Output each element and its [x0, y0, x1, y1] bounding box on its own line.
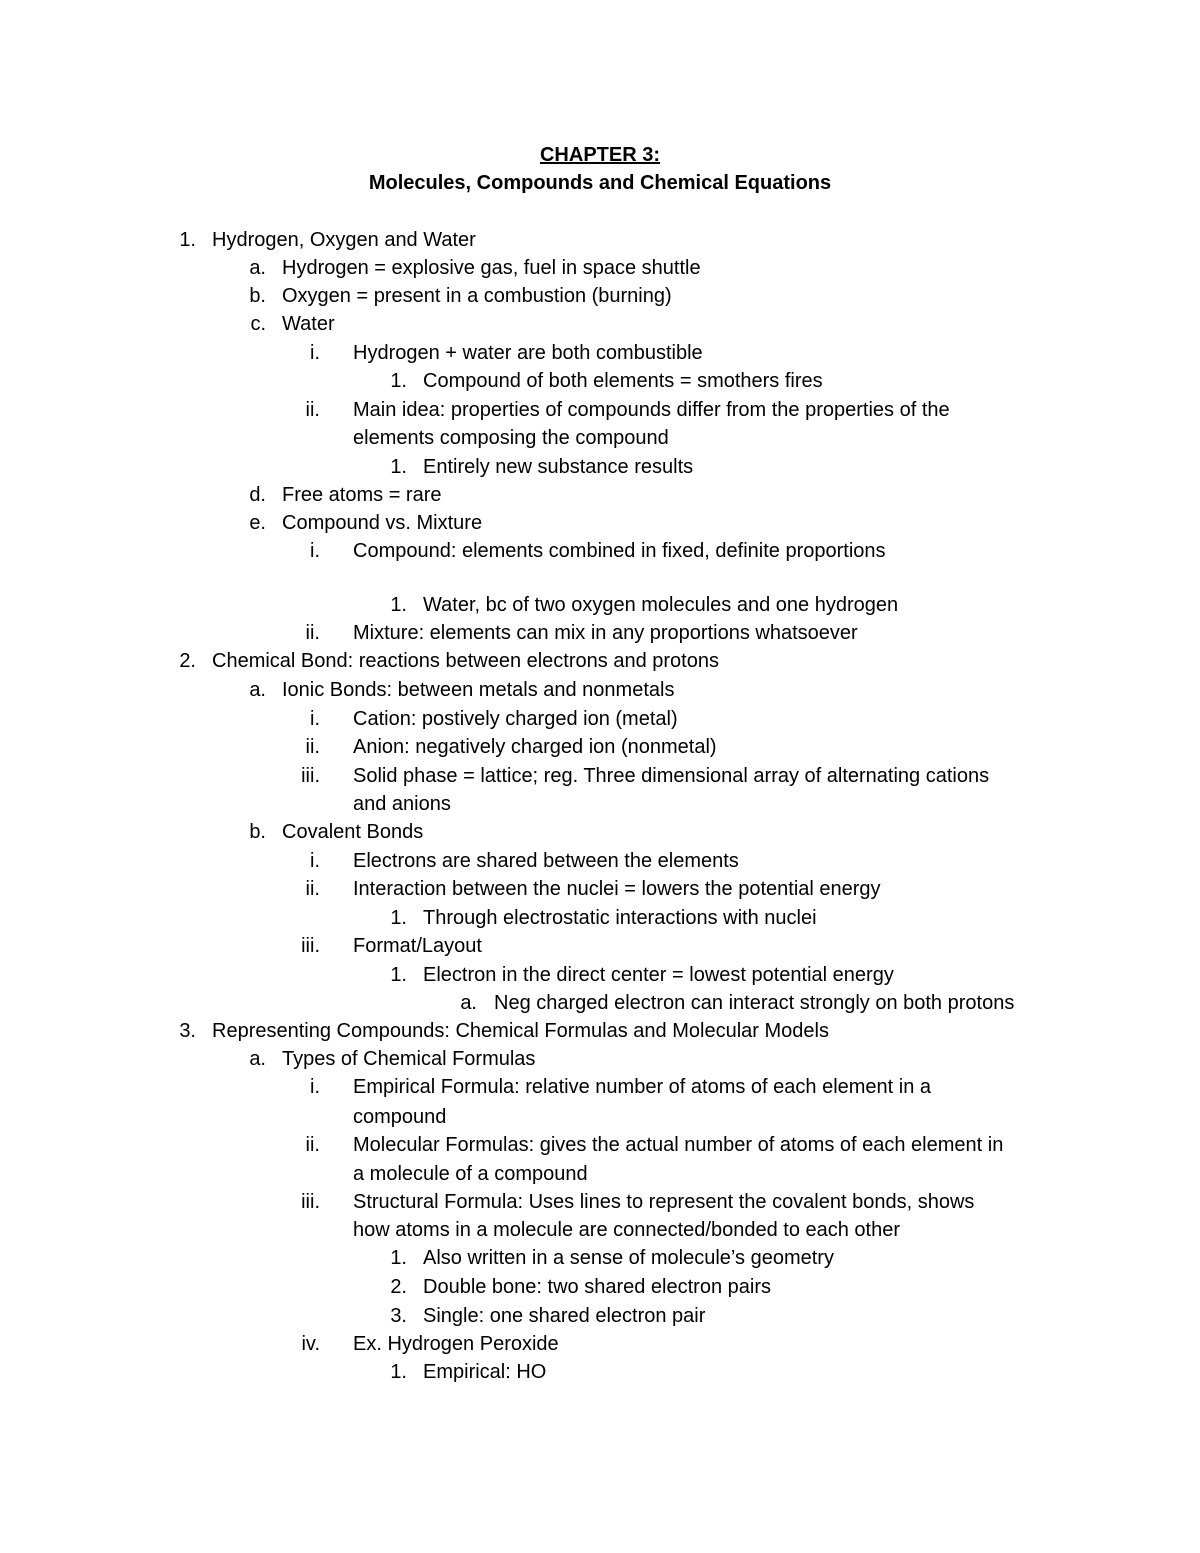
- chapter-heading: CHAPTER 3:: [539, 144, 660, 166]
- outline-item-text: Cation: postively charged ion (metal): [353, 708, 678, 730]
- outline-item-text: how atoms in a molecule are connected/bonded to each other: [353, 1219, 901, 1241]
- outline-item-label: ii.: [305, 736, 320, 758]
- outline-item-label: ii.: [305, 878, 320, 900]
- outline-item-label: 1.: [390, 456, 407, 478]
- outline-item-label: 1.: [390, 594, 407, 616]
- outline-item-text: Format/Layout: [353, 935, 482, 957]
- outline-item-label: iv.: [301, 1333, 320, 1355]
- outline-item-label: ii.: [305, 399, 320, 421]
- outline-item-label: iii.: [301, 765, 320, 787]
- outline-item-label: a.: [249, 679, 266, 701]
- outline-item-text: Electrons are shared between the elements: [353, 850, 739, 872]
- outline-item-text: Solid phase = lattice; reg. Three dimensional array of alternating cations: [353, 765, 990, 787]
- outline-item-label: i.: [310, 342, 320, 364]
- outline-item-text: Ionic Bonds: between metals and nonmetals: [282, 679, 675, 701]
- outline-item-label: b.: [249, 285, 266, 307]
- outline-item-text: Structural Formula: Uses lines to represent the covalent bonds, shows: [353, 1191, 975, 1213]
- outline-item-label: 1.: [390, 964, 407, 986]
- outline-item-label: 2.: [179, 650, 196, 672]
- outline-item-text: Compound of both elements = smothers fires: [423, 370, 823, 392]
- outline-item-text: Through electrostatic interactions with nuclei: [423, 907, 817, 929]
- outline-item-text: Covalent Bonds: [282, 821, 424, 843]
- outline-item-label: 1.: [390, 370, 407, 392]
- outline-item-label: 1.: [390, 907, 407, 929]
- outline-item-label: iii.: [301, 935, 320, 957]
- outline-item-text: Main idea: properties of compounds differ from the properties of the: [353, 399, 950, 421]
- outline-item-text: Empirical: HO: [423, 1361, 547, 1383]
- outline-item-label: i.: [310, 708, 320, 730]
- outline-item-text: Compound vs. Mixture: [282, 512, 483, 534]
- outline-item-text: Compound: elements combined in fixed, definite proportions: [353, 540, 886, 562]
- outline-item-text: compound: [353, 1106, 447, 1128]
- outline-item-text: Anion: negatively charged ion (nonmetal): [353, 736, 717, 758]
- outline-item-text: Chemical Bond: reactions between electrons and protons: [212, 650, 719, 672]
- outline-item-text: Molecular Formulas: gives the actual number of atoms of each element in: [353, 1134, 1004, 1156]
- outline-item-text: Types of Chemical Formulas: [282, 1048, 536, 1070]
- outline-item-label: iii.: [301, 1191, 320, 1213]
- outline-item-text: Interaction between the nuclei = lowers the potential energy: [353, 878, 881, 900]
- outline-item-text: Water: [282, 313, 335, 335]
- outline-item-text: Electron in the direct center = lowest potential energy: [423, 964, 894, 986]
- outline-item-text: Entirely new substance results: [423, 456, 694, 478]
- outline-item-label: 1.: [179, 229, 196, 251]
- outline-item-text: Double bone: two shared electron pairs: [423, 1276, 771, 1298]
- outline-item-text: Water, bc of two oxygen molecules and one hydrogen: [423, 594, 899, 616]
- outline-item-text: Free atoms = rare: [282, 484, 442, 506]
- outline-item-text: Hydrogen = explosive gas, fuel in space shuttle: [282, 257, 701, 279]
- outline-item-label: i.: [310, 1076, 320, 1098]
- outline-item-label: i.: [310, 850, 320, 872]
- outline-item-text: Single: one shared electron pair: [423, 1305, 706, 1327]
- outline-item-text: a molecule of a compound: [353, 1163, 588, 1185]
- outline-item-label: i.: [310, 540, 320, 562]
- outline-item-label: c.: [250, 313, 266, 335]
- outline-item-text: Ex. Hydrogen Peroxide: [353, 1333, 559, 1355]
- outline-item-label: 3.: [390, 1305, 407, 1327]
- outline-item-label: 2.: [390, 1276, 407, 1298]
- outline-item-text: Empirical Formula: relative number of atoms of each element in a: [353, 1076, 932, 1098]
- outline-item-text: Representing Compounds: Chemical Formulas and Molecular Models: [212, 1020, 829, 1042]
- outline-item-text: Neg charged electron can interact strongly on both protons: [494, 992, 1015, 1014]
- outline-item-label: 3.: [179, 1020, 196, 1042]
- outline-item-text: Hydrogen, Oxygen and Water: [212, 229, 476, 251]
- outline-item-label: a.: [249, 1048, 266, 1070]
- outline-item-text: Mixture: elements can mix in any proportions whatsoever: [353, 622, 858, 644]
- outline-item-label: 1.: [390, 1247, 407, 1269]
- chapter-subtitle: Molecules, Compounds and Chemical Equations: [368, 172, 832, 194]
- outline-item-text: elements composing the compound: [353, 427, 669, 449]
- outline-item-label: b.: [249, 821, 266, 843]
- outline-item-label: 1.: [390, 1361, 407, 1383]
- outline-item-label: ii.: [305, 622, 320, 644]
- outline-item-text: Oxygen = present in a combustion (burning): [282, 285, 672, 307]
- outline-item-label: a.: [249, 257, 266, 279]
- outline-item-text: Also written in a sense of molecule’s geometry: [423, 1247, 834, 1269]
- outline-item-label: e.: [249, 512, 266, 534]
- outline-item-label: a.: [460, 992, 477, 1014]
- outline-item-label: d.: [249, 484, 266, 506]
- outline-item-label: ii.: [305, 1134, 320, 1156]
- outline-item-text: and anions: [353, 793, 451, 815]
- outline-item-text: Hydrogen + water are both combustible: [353, 342, 703, 364]
